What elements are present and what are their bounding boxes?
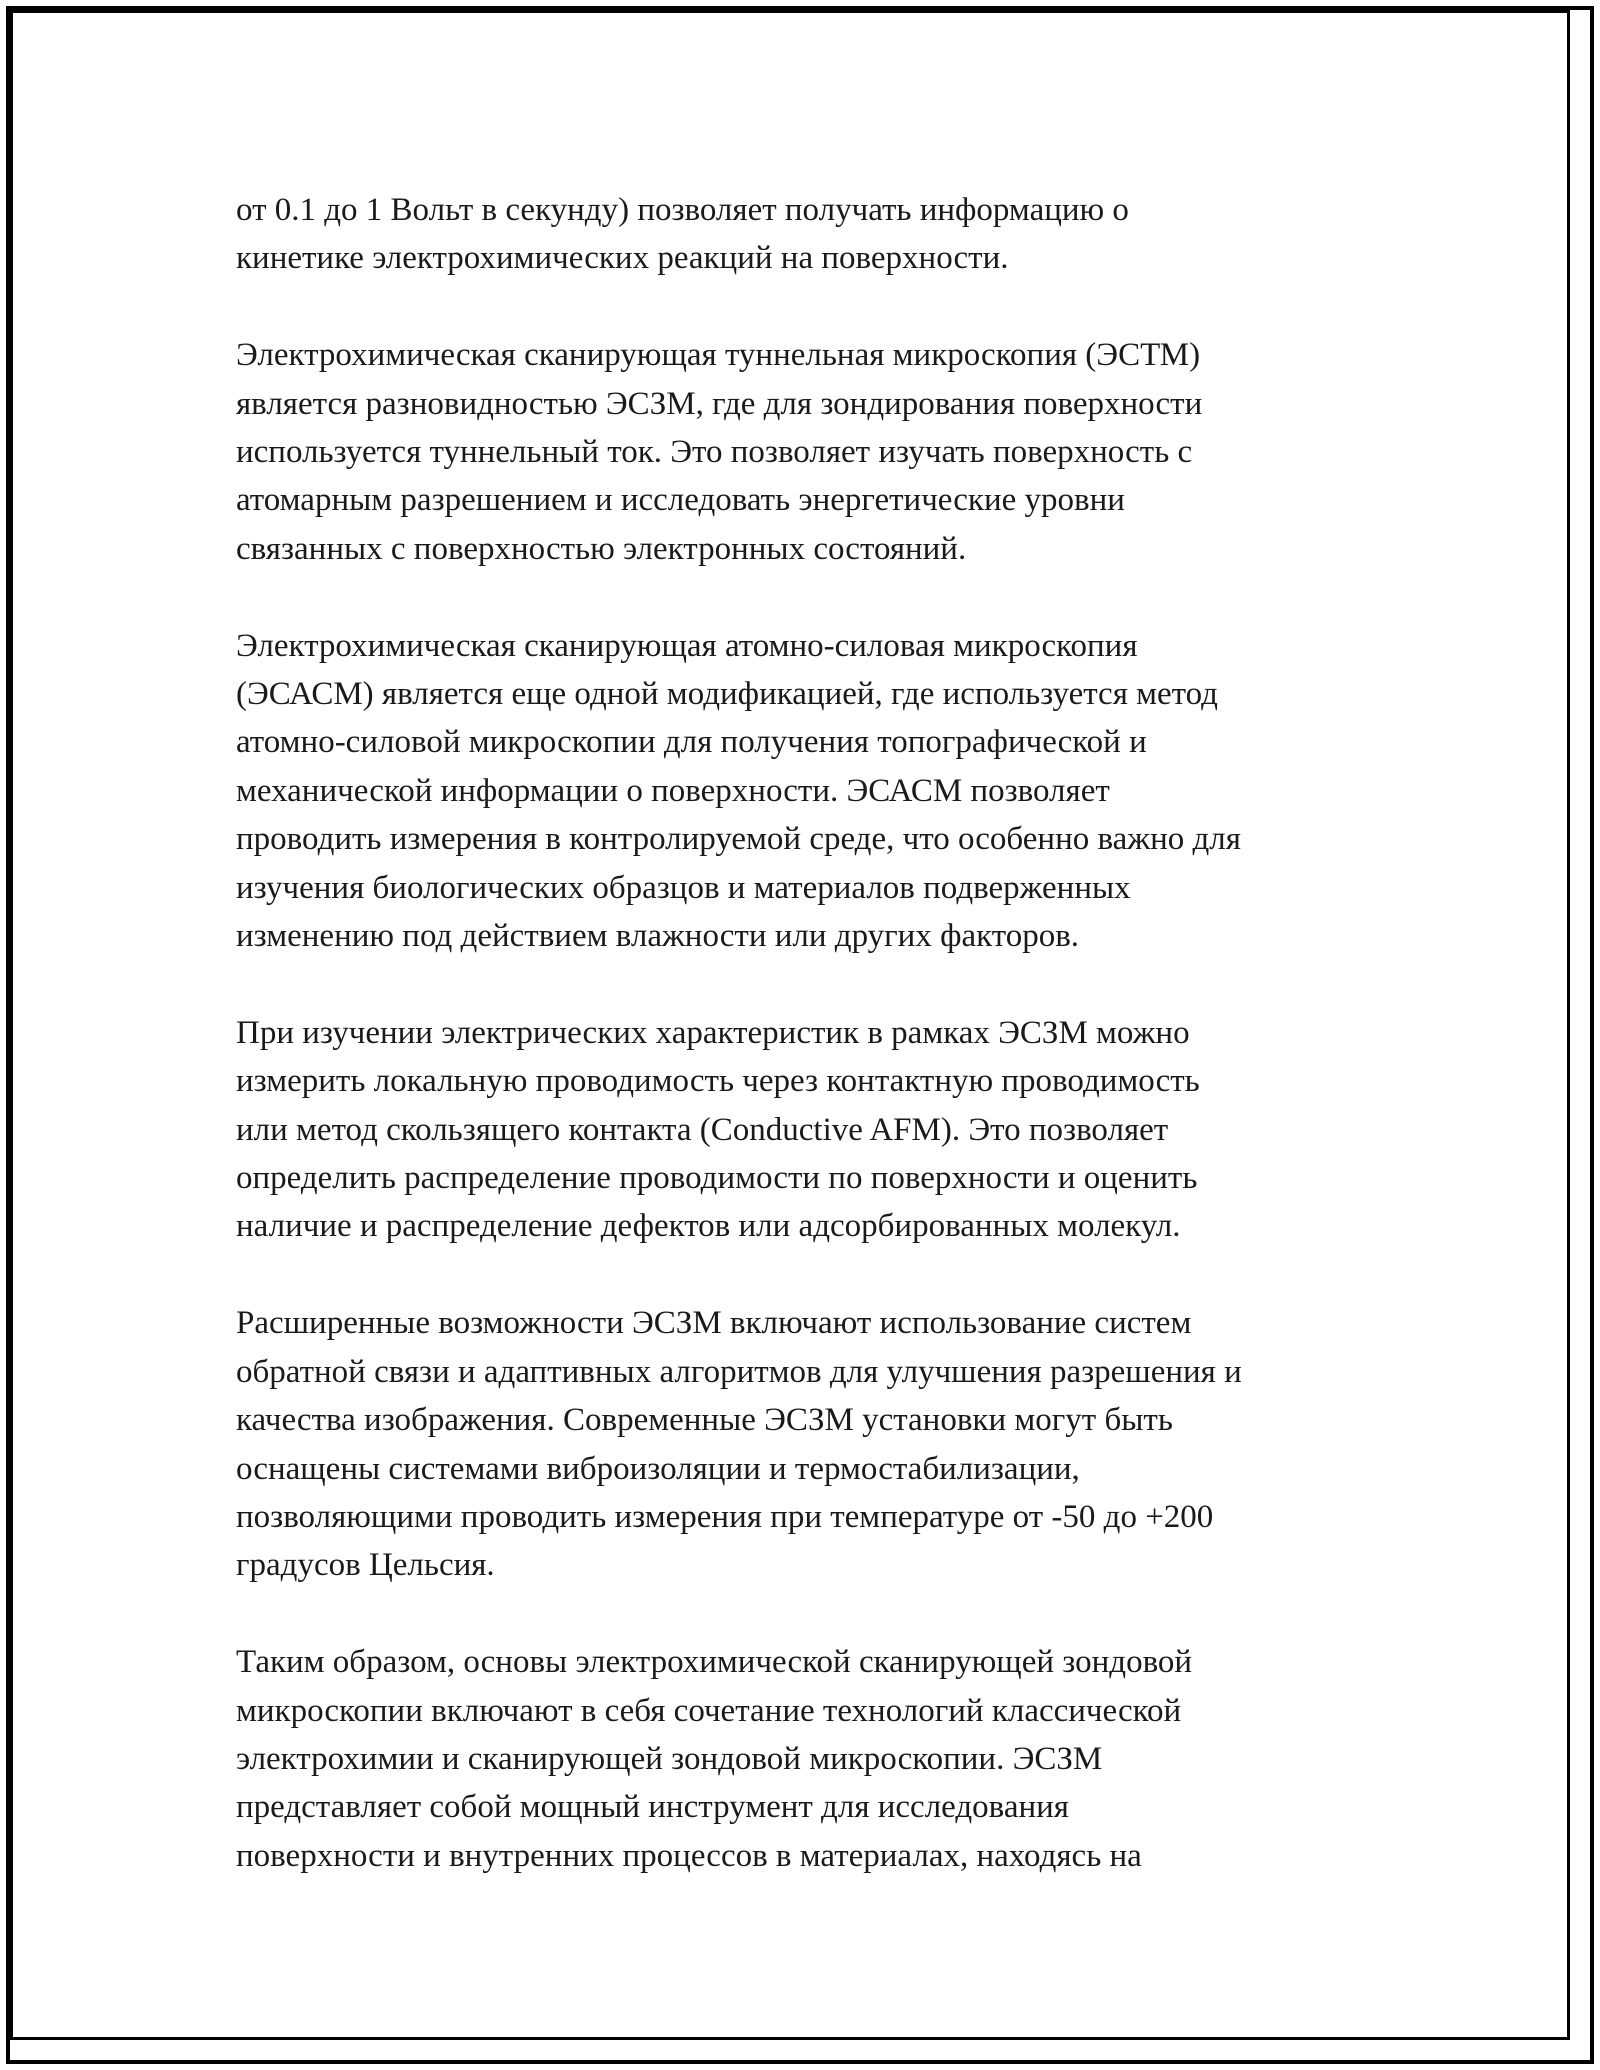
paragraph (236, 1638, 1436, 1880)
text-line: определить распределение проводимости по поверхности и оценить (236, 1160, 1198, 1197)
text-line: качества изображения. Современные ЭСЗМ установки могут быть (236, 1402, 1173, 1439)
text-line: градусов Цельсия. (236, 1547, 495, 1584)
text-line: При изучении электрических характеристик в рамках ЭСЗМ можно (236, 1014, 1190, 1051)
text-line: механической информации о поверхности. ЭСАСМ позволяет (236, 772, 1110, 809)
text-line: электрохимии и сканирующей зондовой микроскопии. ЭСЗМ (236, 1740, 1103, 1777)
paragraph (236, 186, 1436, 283)
text-line: от 0.1 до 1 Вольт в секунду) позволяет получать информацию о (236, 192, 1129, 228)
text-line: атомно-силовой микроскопии для получения топографической и (236, 724, 1147, 761)
text-line: атомарным разрешением и исследовать энергетические уровни (236, 482, 1125, 519)
text-line: или метод скользящего контакта (Conductive AFM). Это позволяет (236, 1111, 1169, 1148)
text-line: оснащены системами виброизоляции и термостабилизации, (236, 1450, 1080, 1487)
text-line: является разновидностью ЭСЗМ, где для зондирования поверхности (236, 385, 1203, 422)
text-line: обратной связи и адаптивных алгоритмов для улучшения разрешения и (236, 1353, 1242, 1390)
document-body (236, 186, 1436, 1929)
text-line: измерить локальную проводимость через контактную проводимость (236, 1063, 1200, 1100)
text-line: Электрохимическая сканирующая атомно-силовая микроскопия (236, 627, 1138, 664)
text-line: (ЭСАСМ) является еще одной модификацией, где используется метод (236, 676, 1218, 713)
text-line: Электрохимическая сканирующая туннельная микроскопия (ЭСТМ) (236, 337, 1201, 374)
text-line: Расширенные возможности ЭСЗМ включают использование систем (236, 1305, 1192, 1342)
text-line: проводить измерения в контролируемой среде, что особенно важно для (236, 821, 1241, 858)
paragraph (236, 331, 1436, 573)
text-line: Таким образом, основы электрохимической сканирующей зондовой (236, 1644, 1193, 1681)
text-line: микроскопии включают в себя сочетание технологий классической (236, 1692, 1182, 1729)
text-line: изучения биологических образцов и материалов подверженных (236, 869, 1131, 906)
paragraph (236, 1009, 1436, 1251)
text-line: связанных с поверхностью электронных состояний. (236, 530, 967, 567)
text-line: кинетике электрохимических реакций на поверхности. (236, 240, 1009, 277)
text-line: позволяющими проводить измерения при температуре от -50 до +200 (236, 1498, 1214, 1535)
text-line: изменению под действием влажности или других факторов. (236, 918, 1080, 955)
text-line: представляет собой мощный инструмент для исследования (236, 1789, 1069, 1826)
paragraph (236, 1299, 1436, 1589)
text-line: используется туннельный ток. Это позволяет изучать поверхность с (236, 434, 1193, 471)
text-line: наличие и распределение дефектов или адсорбированных молекул. (236, 1208, 1181, 1245)
paragraph (236, 622, 1436, 961)
text-line: поверхности и внутренних процессов в материалах, находясь на (236, 1837, 1142, 1874)
